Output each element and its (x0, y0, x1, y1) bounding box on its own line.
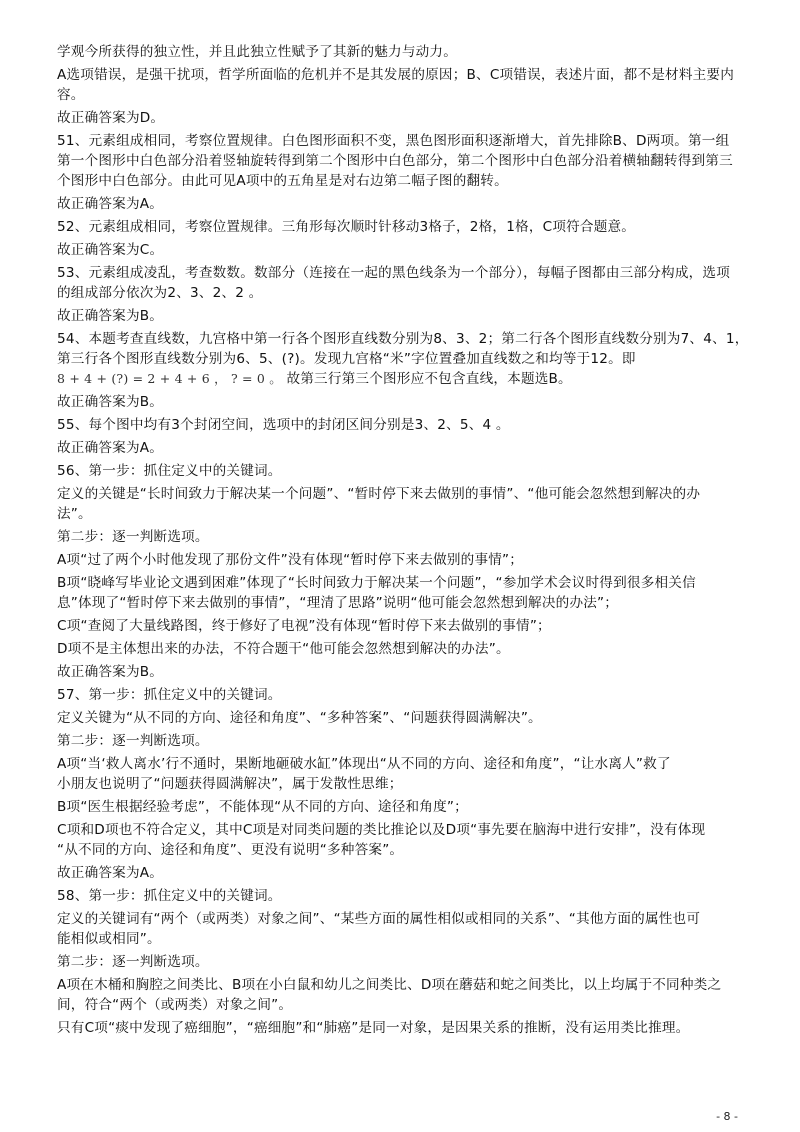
text-line: “从不同的方向、途径和角度”、更没有说明“多种答案”。 (57, 842, 404, 858)
text-line: 58、第一步：抓住定义中的关键词。 (57, 888, 282, 904)
text-line: C项和D项也不符合定义，其中C项是对同类问题的类比推论以及D项“事先要在脑海中进行安排”，没有体现 (57, 822, 706, 838)
answer-line: 故正确答案为C。 (57, 242, 164, 258)
text-line: 息”体现了“暂时停下来去做别的事情”，“理清了思路”说明“他可能会忽然想到解决的办法”； (57, 595, 619, 611)
text-line: 定义的关键词有“两个（或两类）对象之间”、“某些方面的属性相似或相同的关系”、“其他方面的属性也可 (57, 911, 701, 927)
text-line: 第二步：逐一判断选项。 (57, 529, 209, 545)
text-line: A项“当‘救人离水’行不通时，果断地砸破水缸”体现出“从不同的方向、途径和角度”，“让水离人”救了 (57, 756, 671, 772)
answer-line: 故正确答案为B。 (57, 664, 164, 680)
document-body (57, 42, 757, 1038)
formula: 8 + 4 + (?) = 2 + 4 + 6 ， ? = 0 。 (57, 371, 282, 386)
text-line: B项“医生根据经验考虑”，不能体现“从不同的方向、途径和角度”； (57, 799, 468, 815)
text-line: A项在木桶和胸腔之间类比、B项在小白鼠和幼儿之间类比、D项在蘑菇和蛇之间类比，以上均属于不同种类之 (57, 977, 722, 993)
text-line: 57、第一步：抓住定义中的关键词。 (57, 687, 282, 703)
page-number: - 8 - (716, 1110, 738, 1123)
text-line: 52、元素组成相同，考察位置规律。三角形每次顺时针移动3格子，2格，1格，C项符合题意。 (57, 219, 636, 235)
text-line: 容。 (57, 87, 85, 103)
text-line: 第一个图形中白色部分沿着竖轴旋转得到第二个图形中白色部分，第二个图形中白色部分沿着横轴翻转得到第三 (57, 153, 733, 169)
text-line: 第二步：逐一判断选项。 (57, 733, 209, 749)
answer-line: 故正确答案为A。 (57, 440, 164, 456)
text-line: A选项错误，是强干扰项，哲学所面临的危机并不是其发展的原因；B、C项错误，表述片面，都不是材料主要内 (57, 67, 735, 83)
text-line: 定义关键为“从不同的方向、途径和角度”、“多种答案”、“问题获得圆满解决”。 (57, 710, 542, 726)
text-line: 56、第一步：抓住定义中的关键词。 (57, 463, 282, 479)
text-line: 的组成部分依次为2、3、2、2 。 (57, 285, 263, 301)
answer-line: 故正确答案为B。 (57, 394, 164, 410)
text-line: 法”。 (57, 506, 92, 522)
text-line: 55、每个图中均有3个封闭空间，选项中的封闭区间分别是3、2、5、4 。 (57, 417, 510, 433)
text-line: 第三行各个图形直线数分别为6、5、(?)。发现九宫格“米”字位置叠加直线数之和均等于12。即 (57, 351, 636, 367)
text-line: 个图形中白色部分。由此可见A项中的五角星是对右边第二幅子图的翻转。 (57, 173, 508, 189)
text-line: 只有C项“痰中发现了癌细胞”，“癌细胞”和“肺癌”是同一对象，是因果关系的推断，没有运用类比推理。 (57, 1020, 690, 1036)
formula-conclusion: 故第三行第三个图形应不包含直线，本题选B。 (286, 371, 572, 387)
text-line: 学观今所获得的独立性，并且此独立性赋予了其新的魅力与动力。 (57, 44, 458, 60)
text-line: C项“查阅了大量线路图，终于修好了电视”没有体现“暂时停下来去做别的事情”； (57, 618, 551, 634)
text-line: 能相似或相同”。 (57, 931, 161, 947)
answer-line: 故正确答案为D。 (57, 110, 165, 126)
text-line: 间，符合“两个（或两类）对象之间”。 (57, 997, 293, 1013)
text-line: 小朋友也说明了“问题获得圆满解决”，属于发散性思维； (57, 776, 403, 792)
text-line: A项“过了两个小时他发现了那份文件”没有体现“暂时停下来去做别的事情”； (57, 552, 524, 568)
text-line: 53、元素组成凌乱，考查数数。数部分（连接在一起的黑色线条为一个部分），每幅子图都由三部分构成，选项 (57, 265, 730, 281)
answer-line: 故正确答案为A。 (57, 865, 164, 881)
text-line: 第二步：逐一判断选项。 (57, 954, 209, 970)
answer-line: 故正确答案为B。 (57, 308, 164, 324)
text-line: 51、元素组成相同，考察位置规律。白色图形面积不变，黑色图形面积逐渐增大，首先排除B、D两项。第一组 (57, 133, 730, 149)
text-line: 54、本题考查直线数，九宫格中第一行各个图形直线数分别为8、3、2；第二行各个图形直线数分别为7、4、1， (57, 331, 749, 347)
text-line: B项“晓峰写毕业论文遇到困难”体现了“长时间致力于解决某一个问题”，“参加学术会议时得到很多相关信 (57, 575, 696, 591)
formula-line (57, 369, 757, 389)
text-line: D项不是主体想出来的办法，不符合题干“他可能会忽然想到解决的办法”。 (57, 641, 510, 657)
text-line: 定义的关键是“长时间致力于解决某一个问题”、“暂时停下来去做别的事情”、“他可能会忽然想到解决的办 (57, 486, 701, 502)
answer-line: 故正确答案为A。 (57, 196, 164, 212)
